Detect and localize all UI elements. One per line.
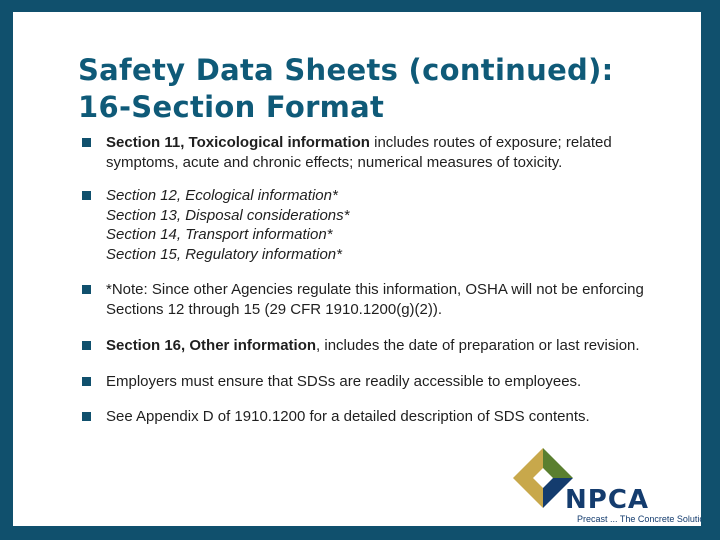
bullet-line: Section 14, Transport information* — [106, 226, 333, 243]
bullet-bold-text: Section 16, Other information — [106, 337, 317, 354]
list-item — [78, 372, 678, 392]
bullet-line: Section 12, Ecological information* — [106, 187, 338, 204]
bullet-text: includes routes of exposure; related symptoms, acute and chronic effects; numerical measures of toxicity. — [106, 134, 612, 171]
logo-wordmark: NPCA — [565, 485, 650, 515]
square-bullet-icon — [82, 285, 91, 294]
square-bullet-icon — [82, 377, 91, 386]
square-bullet-icon — [82, 412, 91, 421]
page-title — [78, 52, 678, 126]
title-line-1: Safety Data Sheets (continued): — [78, 53, 614, 87]
list-item — [78, 280, 678, 319]
bullet-list — [78, 133, 678, 427]
square-bullet-icon — [82, 138, 91, 147]
bullet-line: Section 13, Disposal considerations* — [106, 206, 350, 224]
list-item — [78, 407, 678, 427]
square-bullet-icon — [82, 191, 91, 200]
title-line-2: 16-Section Format — [78, 90, 385, 124]
square-bullet-icon — [82, 341, 91, 350]
list-item — [78, 133, 678, 172]
slide — [13, 12, 701, 526]
npca-logo — [511, 444, 701, 526]
bullet-text: *Note: Since other Agencies regulate this information, OSHA will not be enforcing Sections 12 through 15 (29 CFR 1910.1200(g)(2)). — [106, 281, 644, 318]
npca-logo-icon — [511, 444, 701, 526]
list-item — [78, 186, 678, 264]
bullet-line: Section 15, Regulatory information* — [106, 245, 342, 263]
bullet-text: See Appendix D of 1910.1200 for a detailed description of SDS contents. — [106, 408, 590, 425]
logo-tagline: Precast ... The Concrete Solution — [577, 514, 701, 524]
list-item — [78, 336, 678, 356]
bullet-text: Employers must ensure that SDSs are readily accessible to employees. — [106, 372, 582, 390]
bullet-text: , includes the date of preparation or last revision. — [316, 337, 640, 354]
bullet-bold-text: Section 11, Toxicological information — [106, 134, 370, 151]
